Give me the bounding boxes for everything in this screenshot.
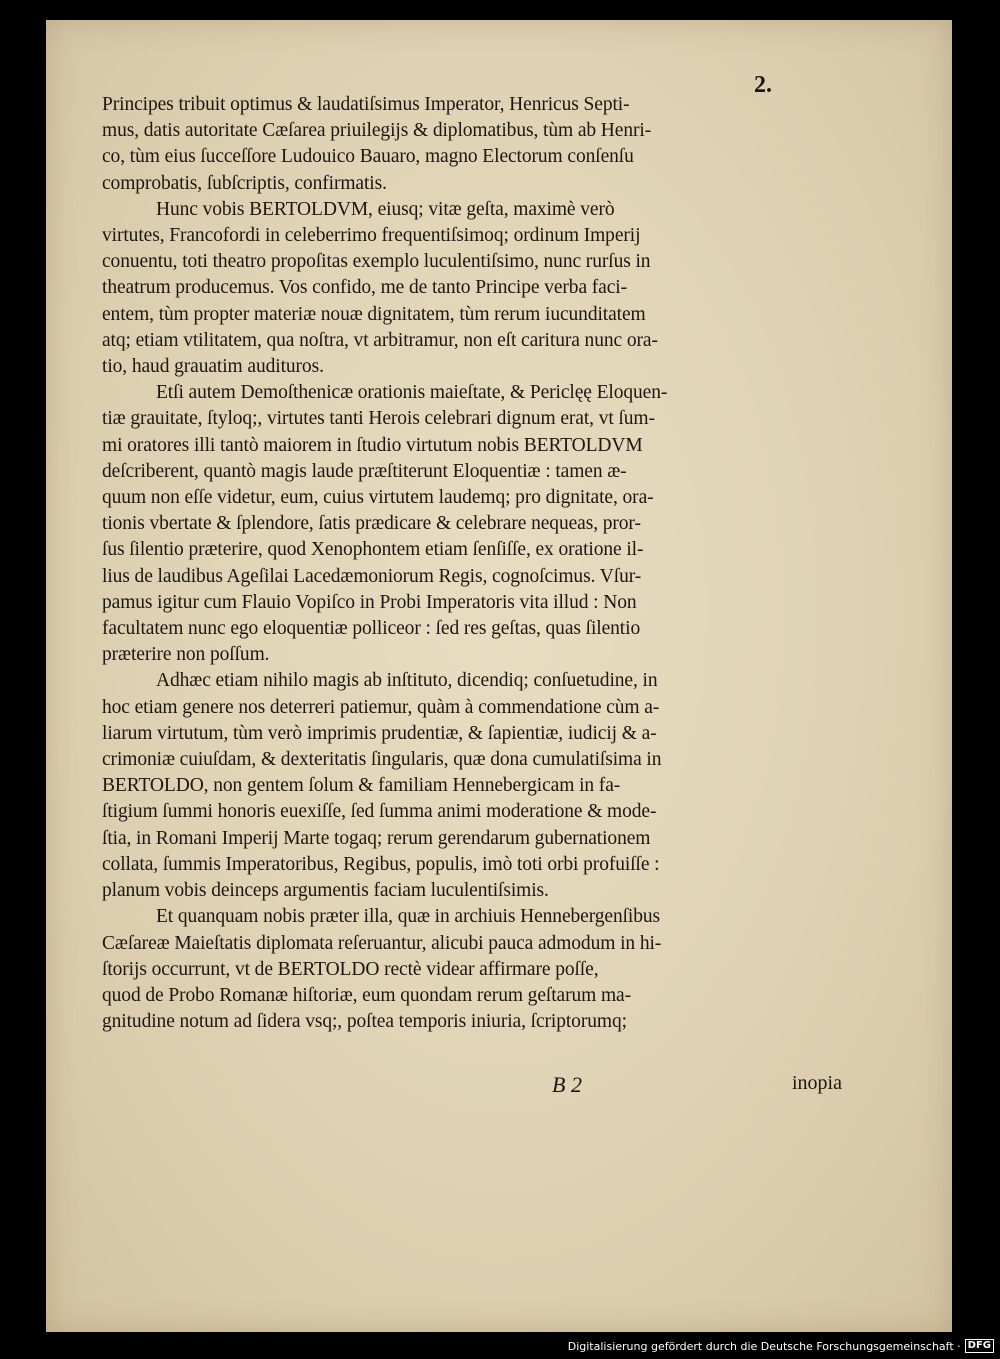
text-line: facultatem nunc ego eloquentiæ polliceor : ſed res geſtas, quas ſilentio [102,618,641,640]
credit-text: Digitalisierung gefördert durch die Deutsche Forschungsgemeinschaft · [567,1339,961,1353]
dfg-logo: DFG [965,1339,994,1353]
text-line: crimoniæ cuiuſdam, & dexteritatis ſingularis, quæ dona cumulatiſsima in [102,749,662,771]
text-line: gnitudine notum ad ſidera vsq;, poſtea temporis iniuria, ſcriptorumq; [102,1011,627,1033]
catchword-line [102,1072,842,1102]
text-line: liarum virtutum, tùm verò imprimis prudentiæ, & ſapientiæ, iudicij & a- [102,722,657,744]
text-line: mi oratores illi tantò maiorem in ſtudio virtutum nobis BERTOLDVM [102,434,643,456]
text-line: BERTOLDO, non gentem ſolum & familiam Hennebergicam in fa- [102,775,621,797]
text-line: virtutes, Francofordi in celeberrimo frequentiſsimoq; ordinum Imperij [102,225,641,247]
text-line: mus, datis autoritate Cæſarea priuilegijs & diplomatibus, tùm ab Henri- [102,120,652,142]
paragraph-start-line: Etſi autem Demoſthenicæ orationis maieſtate, & Periclęę Eloquen- [156,382,668,404]
text-line: præterire non poſſum. [102,644,270,666]
text-line: pamus igitur cum Flauio Vopiſco in Probi Imperatoris vita illud : Non [102,591,637,613]
catchword: inopia [792,1072,842,1094]
text-line: collata, ſummis Imperatoribus, Regibus, populis, imò toti orbi profuiſſe : [102,853,660,875]
text-line: Principes tribuit optimus & laudatiſsimus Imperator, Henricus Septi- [102,94,630,115]
text-line: ſtia, in Romani Imperij Marte togaq; rerum gerendarum gubernationem [102,827,651,849]
text-line: quod de Probo Romanæ hiſtoriæ, eum quondam rerum geſtarum ma- [102,984,631,1006]
paragraph-start-line: Adhæc etiam nihilo magis ab inſtituto, dicendiq; conſuetudine, in [156,670,658,692]
text-line: comprobatis, ſubſcriptis, confirmatis. [102,172,387,194]
text-line: lius de laudibus Ageſilai Lacedæmoniorum Regis, cognoſcimus. Vſur- [102,565,642,587]
text-line: deſcriberent, quantò magis laude præſtiterunt Eloquentiæ : tamen æ- [102,460,627,482]
text-line: quum non eſſe videtur, eum, cuius virtutem laudemq; pro dignitate, ora- [102,487,654,509]
text-line: tio, haud grauatim audituros. [102,356,324,378]
signature-mark: B 2 [552,1072,582,1097]
text-line: atq; etiam vtilitatem, qua noſtra, vt arbitramur, non eſt caritura nunc ora- [102,329,658,351]
text-line: hoc etiam genere nos deterreri patiemur, quàm à commendatione cùm a- [102,696,660,718]
text-line: ſtorijs occurrunt, vt de BERTOLDO rectè videar affirmare poſſe, [102,958,599,980]
digitization-credit [568,1337,994,1355]
text-line: tiæ grauitate, ſtyloq;, virtutes tanti Herois celebrari dignum erat, vt ſum- [102,408,655,430]
text-line: entem, tùm propter materiæ nouæ dignitatem, tùm rerum iucunditatem [102,303,646,325]
text-line: ſus ſilentio præterire, quod Xenophontem etiam ſenſiſſe, ex oratione il- [102,539,644,561]
book-page [46,20,952,1332]
text-line: conuentu, toti theatro propoſitas exemplo luculentiſsimo, nunc rurſus in [102,251,651,273]
text-line: co, tùm eius ſucceſſore Ludouico Bauaro, magno Electorum conſenſu [102,146,634,168]
page-number: 2. [754,72,772,98]
main-text [102,92,842,1035]
text-line: tionis vbertate & ſplendore, ſatis prædicare & celebrare nequeas, pror- [102,513,641,535]
text-line: theatrum producemus. Vos confido, me de tanto Principe verba faci- [102,277,627,299]
text-line: planum vobis deinceps argumentis faciam luculentiſsimis. [102,880,549,902]
text-line: ſtigium ſummi honoris euexiſſe, ſed ſumma animi moderatione & mode- [102,801,657,823]
paragraph-start-line: Et quanquam nobis præter illa, quæ in archiuis Hennebergenſibus [156,906,661,928]
text-line: Cæſareæ Maieſtatis diplomata reſeruantur, alicubi pauca admodum in hi- [102,932,662,954]
paragraph-start-line: Hunc vobis BERTOLDVM, eiusq; vitæ geſta, maximè verò [156,198,615,220]
